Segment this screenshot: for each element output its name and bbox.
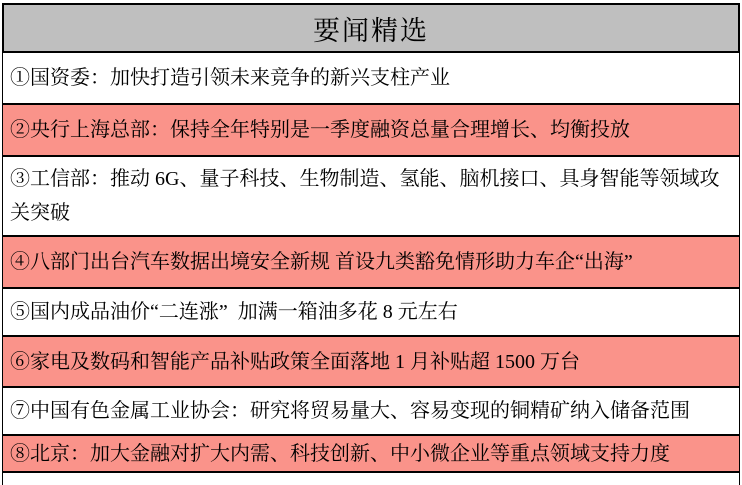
news-row [2,237,740,289]
news-row [2,157,740,237]
table-title [2,3,740,53]
news-item-text: ⑤国内成品油价“二连涨” 加满一箱油多花 8 元左右 [10,301,458,323]
news-item-text: ③工信部：推动 6G、量子科技、生物制造、氢能、脑机接口、具身智能等领域攻关突破 [10,168,720,224]
news-table [2,3,740,485]
news-row [2,436,740,473]
news-row [2,105,740,157]
news-row [2,337,740,388]
news-item-text: ⑧北京：加大金融对扩大内需、科技创新、中小微企业等重点领域支持力度 [10,442,670,465]
news-row [2,388,740,436]
news-item-text: ②央行上海总部：保持全年特别是一季度融资总量合理增长、均衡投放 [10,119,630,141]
news-item-text: ⑦中国有色金属工业协会：研究将贸易量大、容易变现的铜精矿纳入储备范围 [10,400,690,422]
partial-next-row [2,473,740,485]
table-title-text: 要闻精选 [313,15,429,46]
news-item-text: ⑥家电及数码和智能产品补贴政策全面落地 1 月补贴超 1500 万台 [10,350,580,373]
news-row [2,289,740,337]
news-item-text: ④八部门出台汽车数据出境安全新规 首设九类豁免情形助力车企“出海” [10,251,633,273]
news-row [2,53,740,105]
news-item-text: ①国资委：加快打造引领未来竞争的新兴支柱产业 [10,67,450,89]
